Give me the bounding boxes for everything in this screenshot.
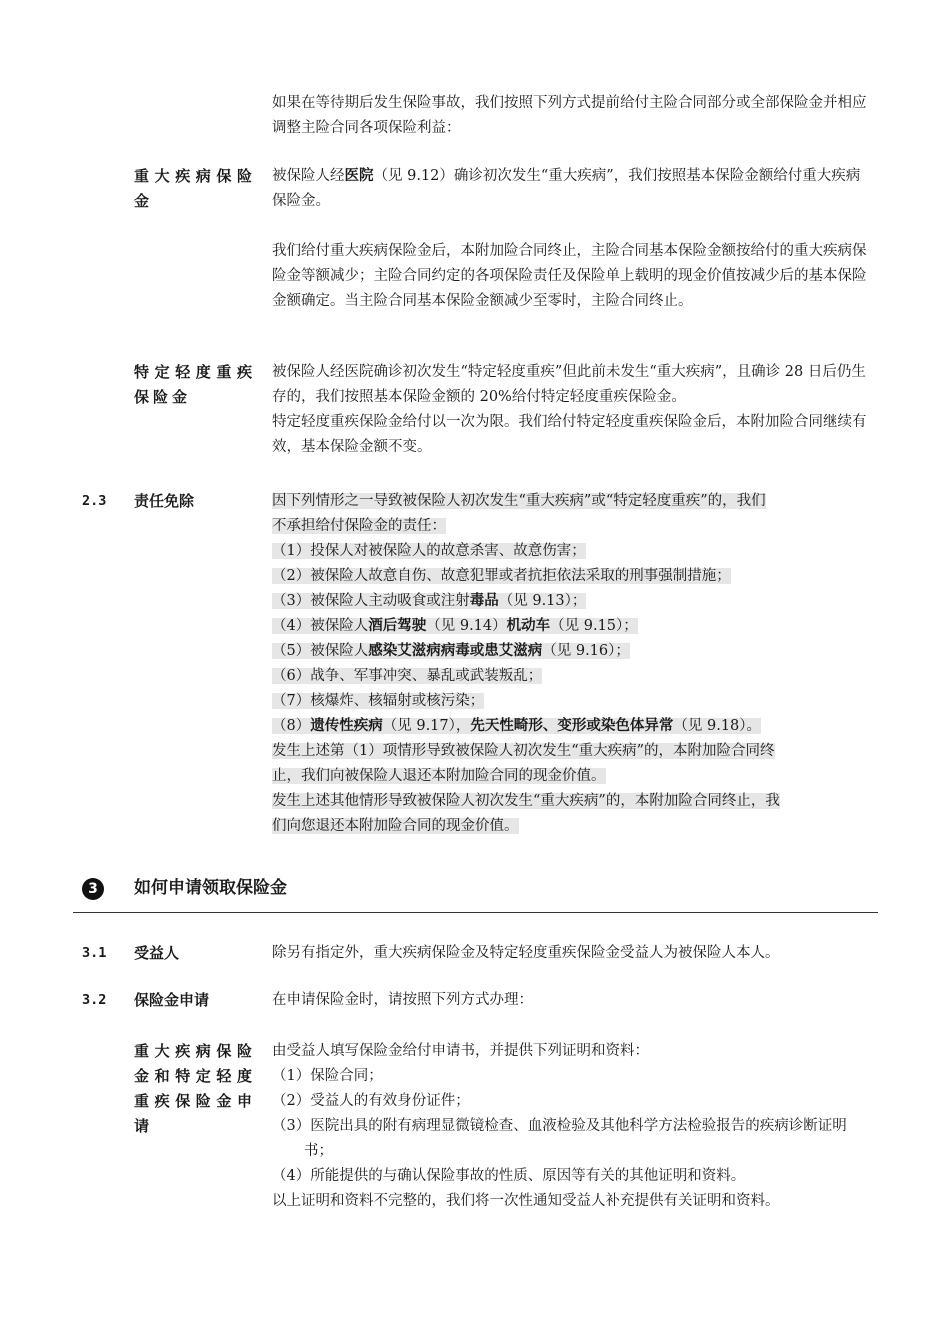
document-item: （3）医院出具的附有病理显微镜检查、血液检验及其他科学方法检验报告的疾病诊断证明书；	[272, 1118, 847, 1159]
document-item: （4）所能提供的与确认保险事故的性质、原因等有关的其他证明和资料。	[272, 1168, 746, 1184]
term-motor-vehicle: 机动车	[506, 618, 551, 634]
exclusion-item: （2）被保险人故意自伤、故意犯罪或者抗拒依法采取的刑事强制措施；	[272, 568, 731, 584]
exclusion-item: （1）投保人对被保险人的故意杀害、故意伤害；	[272, 543, 586, 559]
section-2-3-number: 2.3	[82, 493, 107, 509]
beneficiary-text: 除另有指定外，重大疾病保险金及特定轻度重疾保险金受益人为被保险人本人。	[272, 945, 780, 961]
exclusions-intro-2: 不承担给付保险金的责任：	[272, 518, 446, 534]
term-drugs: 毒品	[469, 593, 499, 609]
critical-illness-label: 重大疾病保险金	[134, 167, 256, 210]
exclusion-item: （6）战争、军事冲突、暴乱或武装叛乱；	[272, 668, 543, 684]
mild-illness-p2: 特定轻度重疾保险金给付以一次为限。我们给付特定轻度重疾保险金后，本附加险合同继续有效，基本保险金额不变。	[272, 414, 867, 455]
intro-paragraph	[272, 91, 872, 141]
term-hospital: 医院	[344, 168, 374, 184]
exclusions-after-2a: 发生上述其他情形导致被保险人初次发生“重大疾病”的，本附加险合同终止，我	[272, 793, 780, 809]
term-hiv: 感染艾滋病病毒或患艾滋病	[368, 643, 543, 659]
document-item: （1）保险合同；	[272, 1068, 383, 1084]
section-3-1-number: 3.1	[82, 945, 107, 961]
term-hereditary: 遗传性疾病	[310, 718, 383, 734]
section-3-title: 如何申请领取保险金	[134, 878, 287, 898]
exclusions-body	[272, 489, 872, 839]
section-divider	[73, 912, 878, 913]
claim-application-label: 重大疾病保险金和特定轻度重疾保险金申请	[134, 1042, 256, 1135]
mild-illness-label: 特定轻度重疾保险金	[134, 363, 256, 406]
exclusion-item: （8）遗传性疾病（见 9.17），先天性畸形、变形或染色体异常（见 9.18）。	[272, 718, 762, 734]
exclusion-item: （3）被保险人主动吸食或注射毒品（见 9.13）；	[272, 593, 587, 609]
document-item: （2）受益人的有效身份证件；	[272, 1093, 470, 1109]
section-3-1-label: 受益人	[134, 944, 180, 962]
exclusion-item: （7）核爆炸、核辐射或核污染；	[272, 693, 485, 709]
exclusions-after-1a: 发生上述第（1）项情形导致被保险人初次发生“重大疾病”的，本附加险合同终	[272, 743, 775, 759]
section-3-heading	[82, 874, 287, 904]
term-drunk-driving: 酒后驾驶	[368, 618, 427, 634]
section-3-2-label: 保险金申请	[134, 991, 210, 1009]
claim-intro-text: 在申请保险金时，请按照下列方式办理：	[272, 992, 533, 1008]
mild-illness-body	[272, 360, 872, 460]
term-congenital: 先天性畸形、变形或染色体异常	[470, 718, 674, 734]
critical-illness-body	[272, 164, 872, 314]
exclusion-item: （5）被保险人感染艾滋病病毒或患艾滋病（见 9.16）；	[272, 643, 630, 659]
section-number-badge: 3	[82, 878, 104, 900]
exclusions-intro-1: 因下列情形之一导致被保险人初次发生“重大疾病”或“特定轻度重疾”的，我们	[272, 493, 766, 509]
claim-application-body	[272, 1039, 872, 1214]
claim-application-intro: 由受益人填写保险金给付申请书，并提供下列证明和资料：	[272, 1043, 649, 1059]
mild-illness-p1: 被保险人经医院确诊初次发生“特定轻度重疾”但此前未发生“重大疾病”，且确诊 28 日后仍生存的，我们按照基本保险金额的 20%给付特定轻度重疾保险金。	[272, 364, 866, 405]
intro-text: 如果在等待期后发生保险事故，我们按照下列方式提前给付主险合同部分或全部保险金并相应调整主险合同各项保险利益：	[272, 95, 867, 136]
section-2-3-label: 责任免除	[134, 492, 195, 510]
claim-application-outro: 以上证明和资料不完整的，我们将一次性通知受益人补充提供有关证明和资料。	[272, 1193, 780, 1209]
exclusions-after-2b: 们向您退还本附加险合同的现金价值。	[272, 818, 519, 834]
exclusions-after-1b: 止，我们向被保险人退还本附加险合同的现金价值。	[272, 768, 606, 784]
critical-illness-p2: 我们给付重大疾病保险金后，本附加险合同终止，主险合同基本保险金额按给付的重大疾病保险金等额减少；主险合同约定的各项保险责任及保险单上载明的现金价值按减少后的基本保险金额确定。当主险合同基本保险金额减少至零时，主险合同终止。	[272, 243, 867, 309]
critical-illness-p1: 被保险人经医院（见 9.12）确诊初次发生“重大疾病”，我们按照基本保险金额给付重大疾病保险金。	[272, 168, 861, 209]
exclusion-item: （4）被保险人酒后驾驶（见 9.14）机动车（见 9.15）；	[272, 618, 638, 634]
section-3-2-number: 3.2	[82, 992, 107, 1008]
